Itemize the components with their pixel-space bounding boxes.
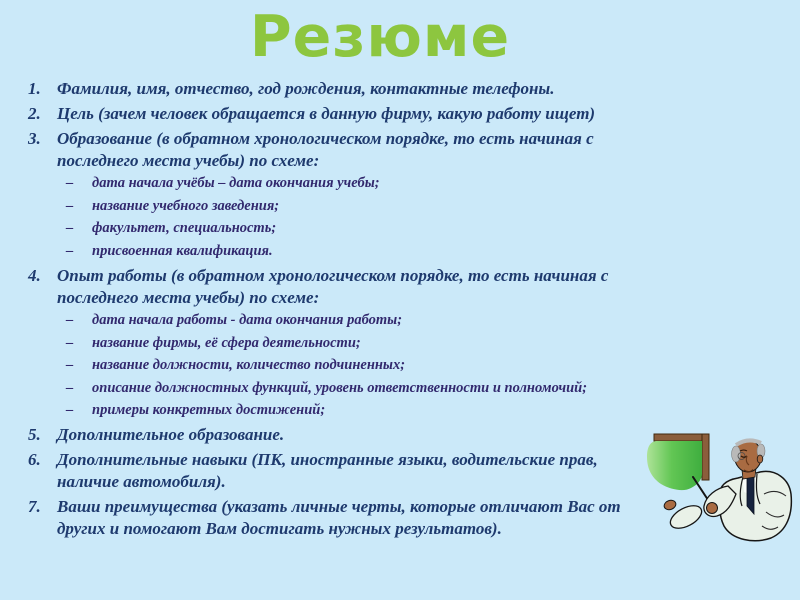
- subitem-text: название фирмы, её сфера деятельности;: [92, 334, 361, 351]
- dash-bullet: –: [66, 334, 74, 351]
- item-text: Фамилия, имя, отчество, год рождения, контактные телефоны.: [57, 78, 555, 98]
- list-subitem: [66, 218, 653, 239]
- subitem-text: название должности, количество подчиненных;: [92, 357, 406, 374]
- list-subitem: [66, 196, 653, 217]
- item-text: Дополнительное образование.: [57, 425, 285, 445]
- list-item: [28, 424, 653, 446]
- list-item: [28, 103, 653, 125]
- list-item: [28, 496, 653, 540]
- item-number: 4.: [28, 265, 41, 285]
- dash-bullet: –: [66, 312, 74, 329]
- dash-bullet: –: [66, 402, 74, 419]
- list-item: [28, 265, 653, 309]
- item-number: 7.: [28, 497, 41, 517]
- subitem-text: дата начала учёбы – дата окончания учебы;: [92, 175, 380, 192]
- dash-bullet: –: [66, 197, 74, 214]
- dash-bullet: –: [66, 379, 74, 396]
- subitem-text: описание должностных функций, уровень ответственности и полномочий;: [92, 379, 588, 396]
- dash-bullet: –: [66, 220, 74, 237]
- list-item: [28, 449, 653, 493]
- subitem-text: дата начала работы - дата окончания работы;: [92, 312, 403, 329]
- list-subitem: [66, 241, 653, 262]
- dash-bullet: –: [66, 242, 74, 259]
- presenter-with-green-board-icon: [644, 432, 796, 544]
- list-subitem: [66, 173, 653, 194]
- dash-bullet: –: [66, 357, 74, 374]
- item-text: Образование (в обратном хронологическом порядке, то есть начиная с последнего места учебы) по схеме:: [57, 128, 594, 170]
- subitem-text: факультет, специальность;: [92, 220, 277, 237]
- subitem-text: название учебного заведения;: [92, 197, 280, 214]
- list-item: [28, 128, 653, 172]
- item-text: Цель (зачем человек обращается в данную фирму, какую работу ищет): [57, 103, 596, 123]
- subitem-text: присвоенная квалификация.: [92, 242, 273, 259]
- resume-list: [28, 78, 653, 541]
- slide-title: Резюме: [249, 4, 511, 70]
- presenter-clipart: [644, 432, 796, 544]
- item-number: 1.: [28, 78, 41, 98]
- list-subitem: [66, 310, 653, 331]
- list-subitem: [66, 333, 653, 354]
- list-item: [28, 78, 653, 100]
- item-text: Опыт работы (в обратном хронологическом порядке, то есть начиная с последнего места учебы) по схеме:: [57, 265, 609, 307]
- list-subitem: [66, 400, 653, 421]
- dash-bullet: –: [66, 175, 74, 192]
- item-number: 2.: [28, 103, 41, 123]
- item-number: 3.: [28, 128, 41, 148]
- item-text: Ваши преимущества (указать личные черты, которые отличают Вас от других и помогают Вам достигать нужных результатов).: [57, 497, 621, 539]
- list-subitem: [66, 378, 653, 399]
- list-subitem: [66, 355, 653, 376]
- item-text: Дополнительные навыки (ПК, иностранные языки, водительские прав, наличие автомобиля).: [57, 450, 598, 492]
- item-number: 5.: [28, 425, 41, 445]
- subitem-text: примеры конкретных достижений;: [92, 402, 326, 419]
- item-number: 6.: [28, 450, 41, 470]
- green-board-icon: [647, 441, 702, 490]
